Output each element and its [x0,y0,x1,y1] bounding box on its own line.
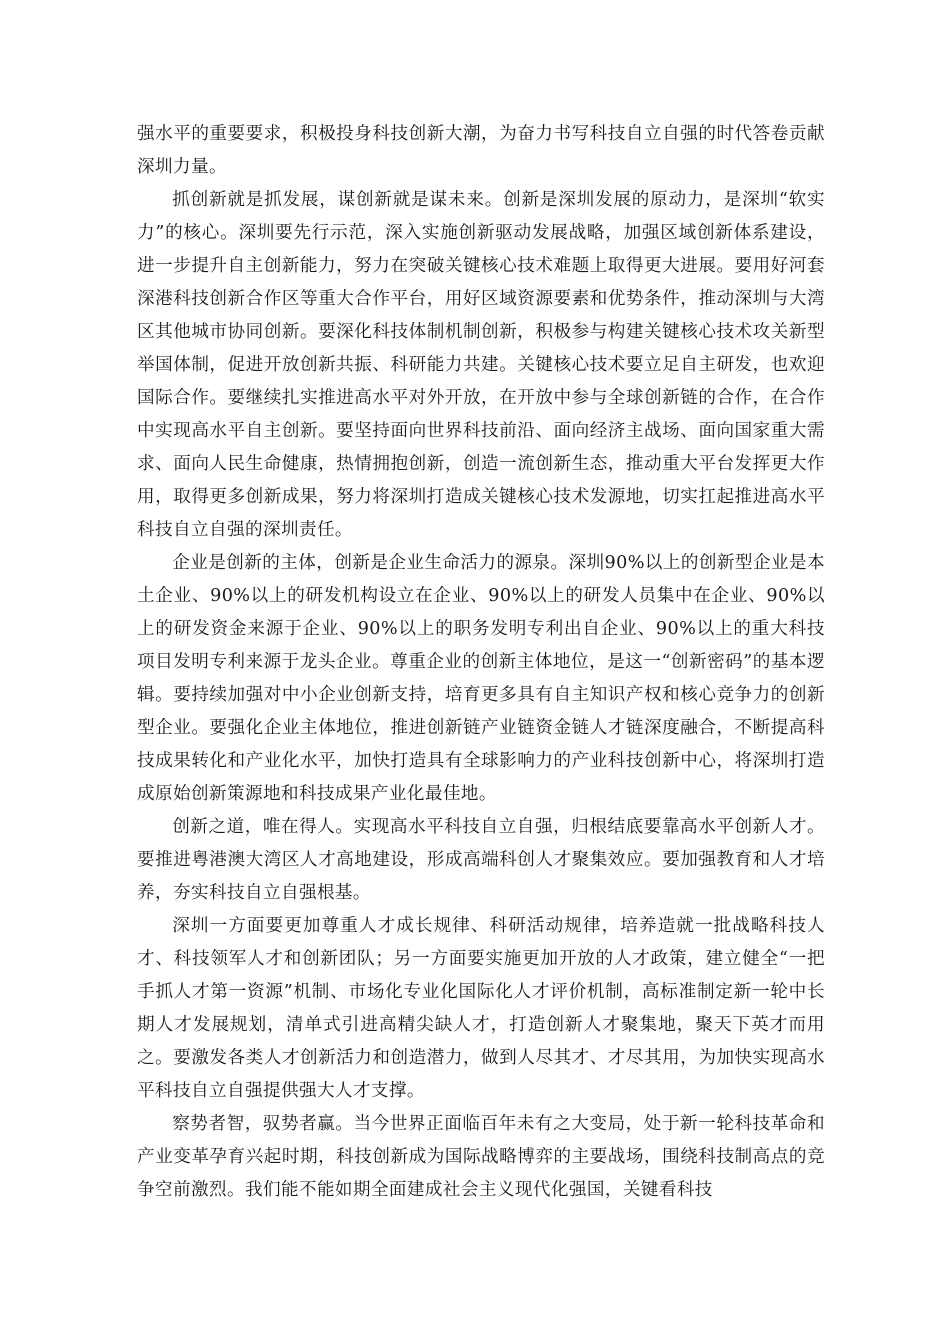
paragraph-2: 抓创新就是抓发展，谋创新就是谋未来。创新是深圳发展的原动力，是深圳“软实力”的核心。深圳要先行示范，深入实施创新驱动发展战略，加强区域创新体系建设，进一步提升自主创新能力，努力在突破关键核心技术难题上取得更大进展。要用好河套深港科技创新合作区等重大合作平台，用好区域资源要素和优势条件，推动深圳与大湾区其他城市协同创新。要深化科技体制机制创新，积极参与构建关键核心技术攻关新型举国体制，促进开放创新共振、科研能力共建。关键核心技术要立足自主研发，也欢迎国际合作。要继续扎实推进高水平对外开放，在开放中参与全球创新链的合作，在合作中实现高水平自主创新。要坚持面向世界科技前沿、面向经济主战场、面向国家重大需求、面向人民生命健康，热情拥抱创新，创造一流创新生态，推动重大平台发挥更大作用，取得更多创新成果，努力将深圳打造成关键核心技术发源地，切实扛起推进高水平科技自立自强的深圳责任。 [137,190,825,540]
paragraph-6: 察势者智，驭势者赢。当今世界正面临百年未有之大变局，处于新一轮科技革命和产业变革孕育兴起时期，科技创新成为国际战略博弈的主要战场，围绕科技制高点的竞争空前激烈。我们能不能如期全面建成社会主义现代化强国，关键看科技 [137,1114,825,1200]
paragraph-4: 创新之道，唯在得人。实现高水平科技自立自强，归根结底要靠高水平创新人才。要推进粤港澳大湾区人才高地建设，形成高端科创人才聚集效应。要加强教育和人才培养，夯实科技自立自强根基。 [137,817,825,903]
paragraph-1: 强水平的重要要求，积极投身科技创新大潮，为奋力书写科技自立自强的时代答卷贡献深圳力量。 [137,124,825,177]
paragraph-3: 企业是创新的主体，创新是企业生命活力的源泉。深圳90%以上的创新型企业是本土企业、90%以上的研发机构设立在企业、90%以上的研发人员集中在企业、90%以上的研发资金来源于企业、90%以上的职务发明专利出自企业、90%以上的重大科技项目发明专利来源于龙头企业。尊重企业的创新主体地位，是这一“创新密码”的基本逻辑。要持续加强对中小企业创新支持，培育更多具有自主知识产权和核心竞争力的创新型企业。要强化企业主体地位，推进创新链产业链资金链人才链深度融合，不断提高科技成果转化和产业化水平，加快打造具有全球影响力的产业科技创新中心，将深圳打造成原始创新策源地和科技成果产业化最佳地。 [137,553,825,804]
document-page [137,118,825,1207]
paragraph-5: 深圳一方面要更加尊重人才成长规律、科研活动规律，培养造就一批战略科技人才、科技领军人才和创新团队；另一方面要实施更加开放的人才政策，建立健全“一把手抓人才第一资源”机制、市场化专业化国际化人才评价机制，高标准制定新一轮中长期人才发展规划，清单式引进高精尖缺人才，打造创新人才聚集地，聚天下英才而用之。要激发各类人才创新活力和创造潜力，做到人尽其才、才尽其用，为加快实现高水平科技自立自强提供强大人才支撑。 [137,916,825,1101]
